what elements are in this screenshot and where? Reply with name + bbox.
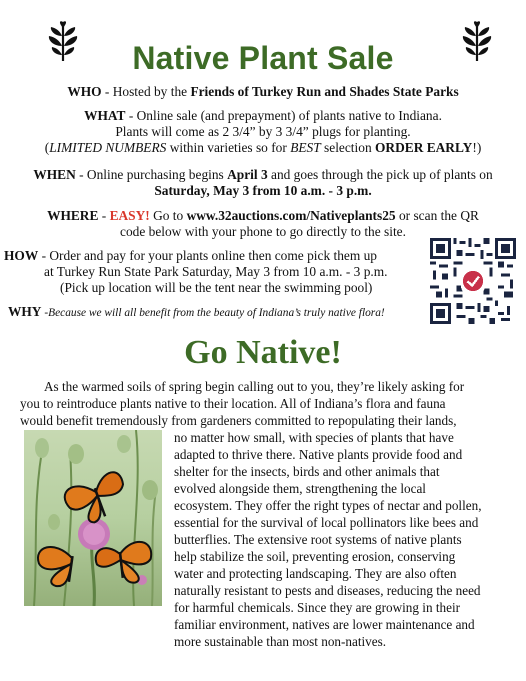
when-line-1 [0,167,526,183]
who-org: Friends of Turkey Run and Shades State Parks [190,84,459,99]
who-label: WHO [67,84,102,99]
limited-numbers: LIMITED NUMBERS [49,140,167,155]
what-mid: within varieties so for [166,140,291,155]
body-line-16: more sustainable than most non-natives. [174,634,387,649]
go-native-heading: Go Native! [184,334,342,371]
body-line-12: water and protecting landscaping. They are also often [174,566,457,581]
qr-code[interactable] [430,238,516,324]
body-line-10: butterflies. The extensive root systems of native plants [174,532,462,547]
where-dash: - [98,208,110,223]
when-text-1: - Online purchasing begins [75,167,228,182]
where-label: WHERE [47,208,99,223]
why-text: -Because we will all benefit from the beauty of Indiana’s truly native flora! [41,307,385,319]
why-line [8,304,385,321]
best-word: BEST [290,140,321,155]
body-line-11: help stabilize the soil, preventing erosion, conserving [174,549,456,564]
how-line-1 [4,248,377,264]
what-label: WHAT [84,108,126,123]
body-line-2: you to reintroduce plants native to their location. All of Indiana’s flora and fauna [20,396,446,411]
what-text-1: - Online sale (and prepayment) of plants native to Indiana. [125,108,442,123]
who-text: - Hosted by the [101,84,191,99]
who-line [0,84,526,100]
what-line-3 [0,140,526,156]
body-line-5: adapted to thrive there. Native plants provide food and [174,447,463,462]
body-line-14: for harmful chemicals. Since they are growing in their [174,600,460,615]
body-line-6: shelter for the insects, birds and other animals that [174,464,440,479]
where-text-1: Go to [149,208,187,223]
body-line-3: would benefit tremendously from gardeners committed to repopulating their lands, [20,413,457,428]
when-text-2: and goes through the pick up of plants on [267,167,493,182]
page-title: Native Plant Sale [132,40,394,76]
what-end: !) [472,140,482,155]
body-line-15: familiar environment, natives are lower maintenance and [174,617,475,632]
how-line-2: at Turkey Run State Park Saturday, May 3 from 10 a.m. - 3 p.m. [44,264,388,279]
how-line-3: (Pick up location will be the tent near the swimming pool) [60,280,373,295]
how-label: HOW [4,248,39,263]
monarch-butterfly-photo [24,430,162,606]
order-early: ORDER EARLY [375,140,473,155]
where-line-1 [0,208,526,224]
body-line-1: As the warmed soils of spring begin calling out to you, they’re likely asking for [44,379,465,394]
when-label: WHEN [33,167,76,182]
what-line-1 [0,108,526,124]
auction-url[interactable]: www.32auctions.com/Nativeplants25 [186,208,396,223]
when-date: April 3 [227,167,268,182]
where-line-2: code below with your phone to go directly to the site. [120,224,406,239]
body-line-9: essential for the survival of local pollinators like bees and [174,515,479,530]
why-label: WHY [8,304,42,319]
what-line-2: Plants will come as 2 3/4” by 3 3/4” plugs for planting. [115,124,411,139]
how-text-1: - Order and pay for your plants online then come pick them up [38,248,377,263]
body-line-4: no matter how small, with species of plants that have [174,430,454,445]
where-text-2: or scan the QR [395,208,479,223]
easy-badge: EASY! [109,208,150,223]
when-line-2: Saturday, May 3 from 10 a.m. - 3 p.m. [154,183,372,198]
body-line-13: naturally resistant to pests and diseases, reducing the need [174,583,481,598]
body-line-7: evolved alongside them, strengthening the local [174,481,426,496]
what-mid-2: selection [320,140,375,155]
what-paren-open: ( [44,140,50,155]
body-line-8: ecosystem. They offer the right types of nectar and pollen, [174,498,482,513]
